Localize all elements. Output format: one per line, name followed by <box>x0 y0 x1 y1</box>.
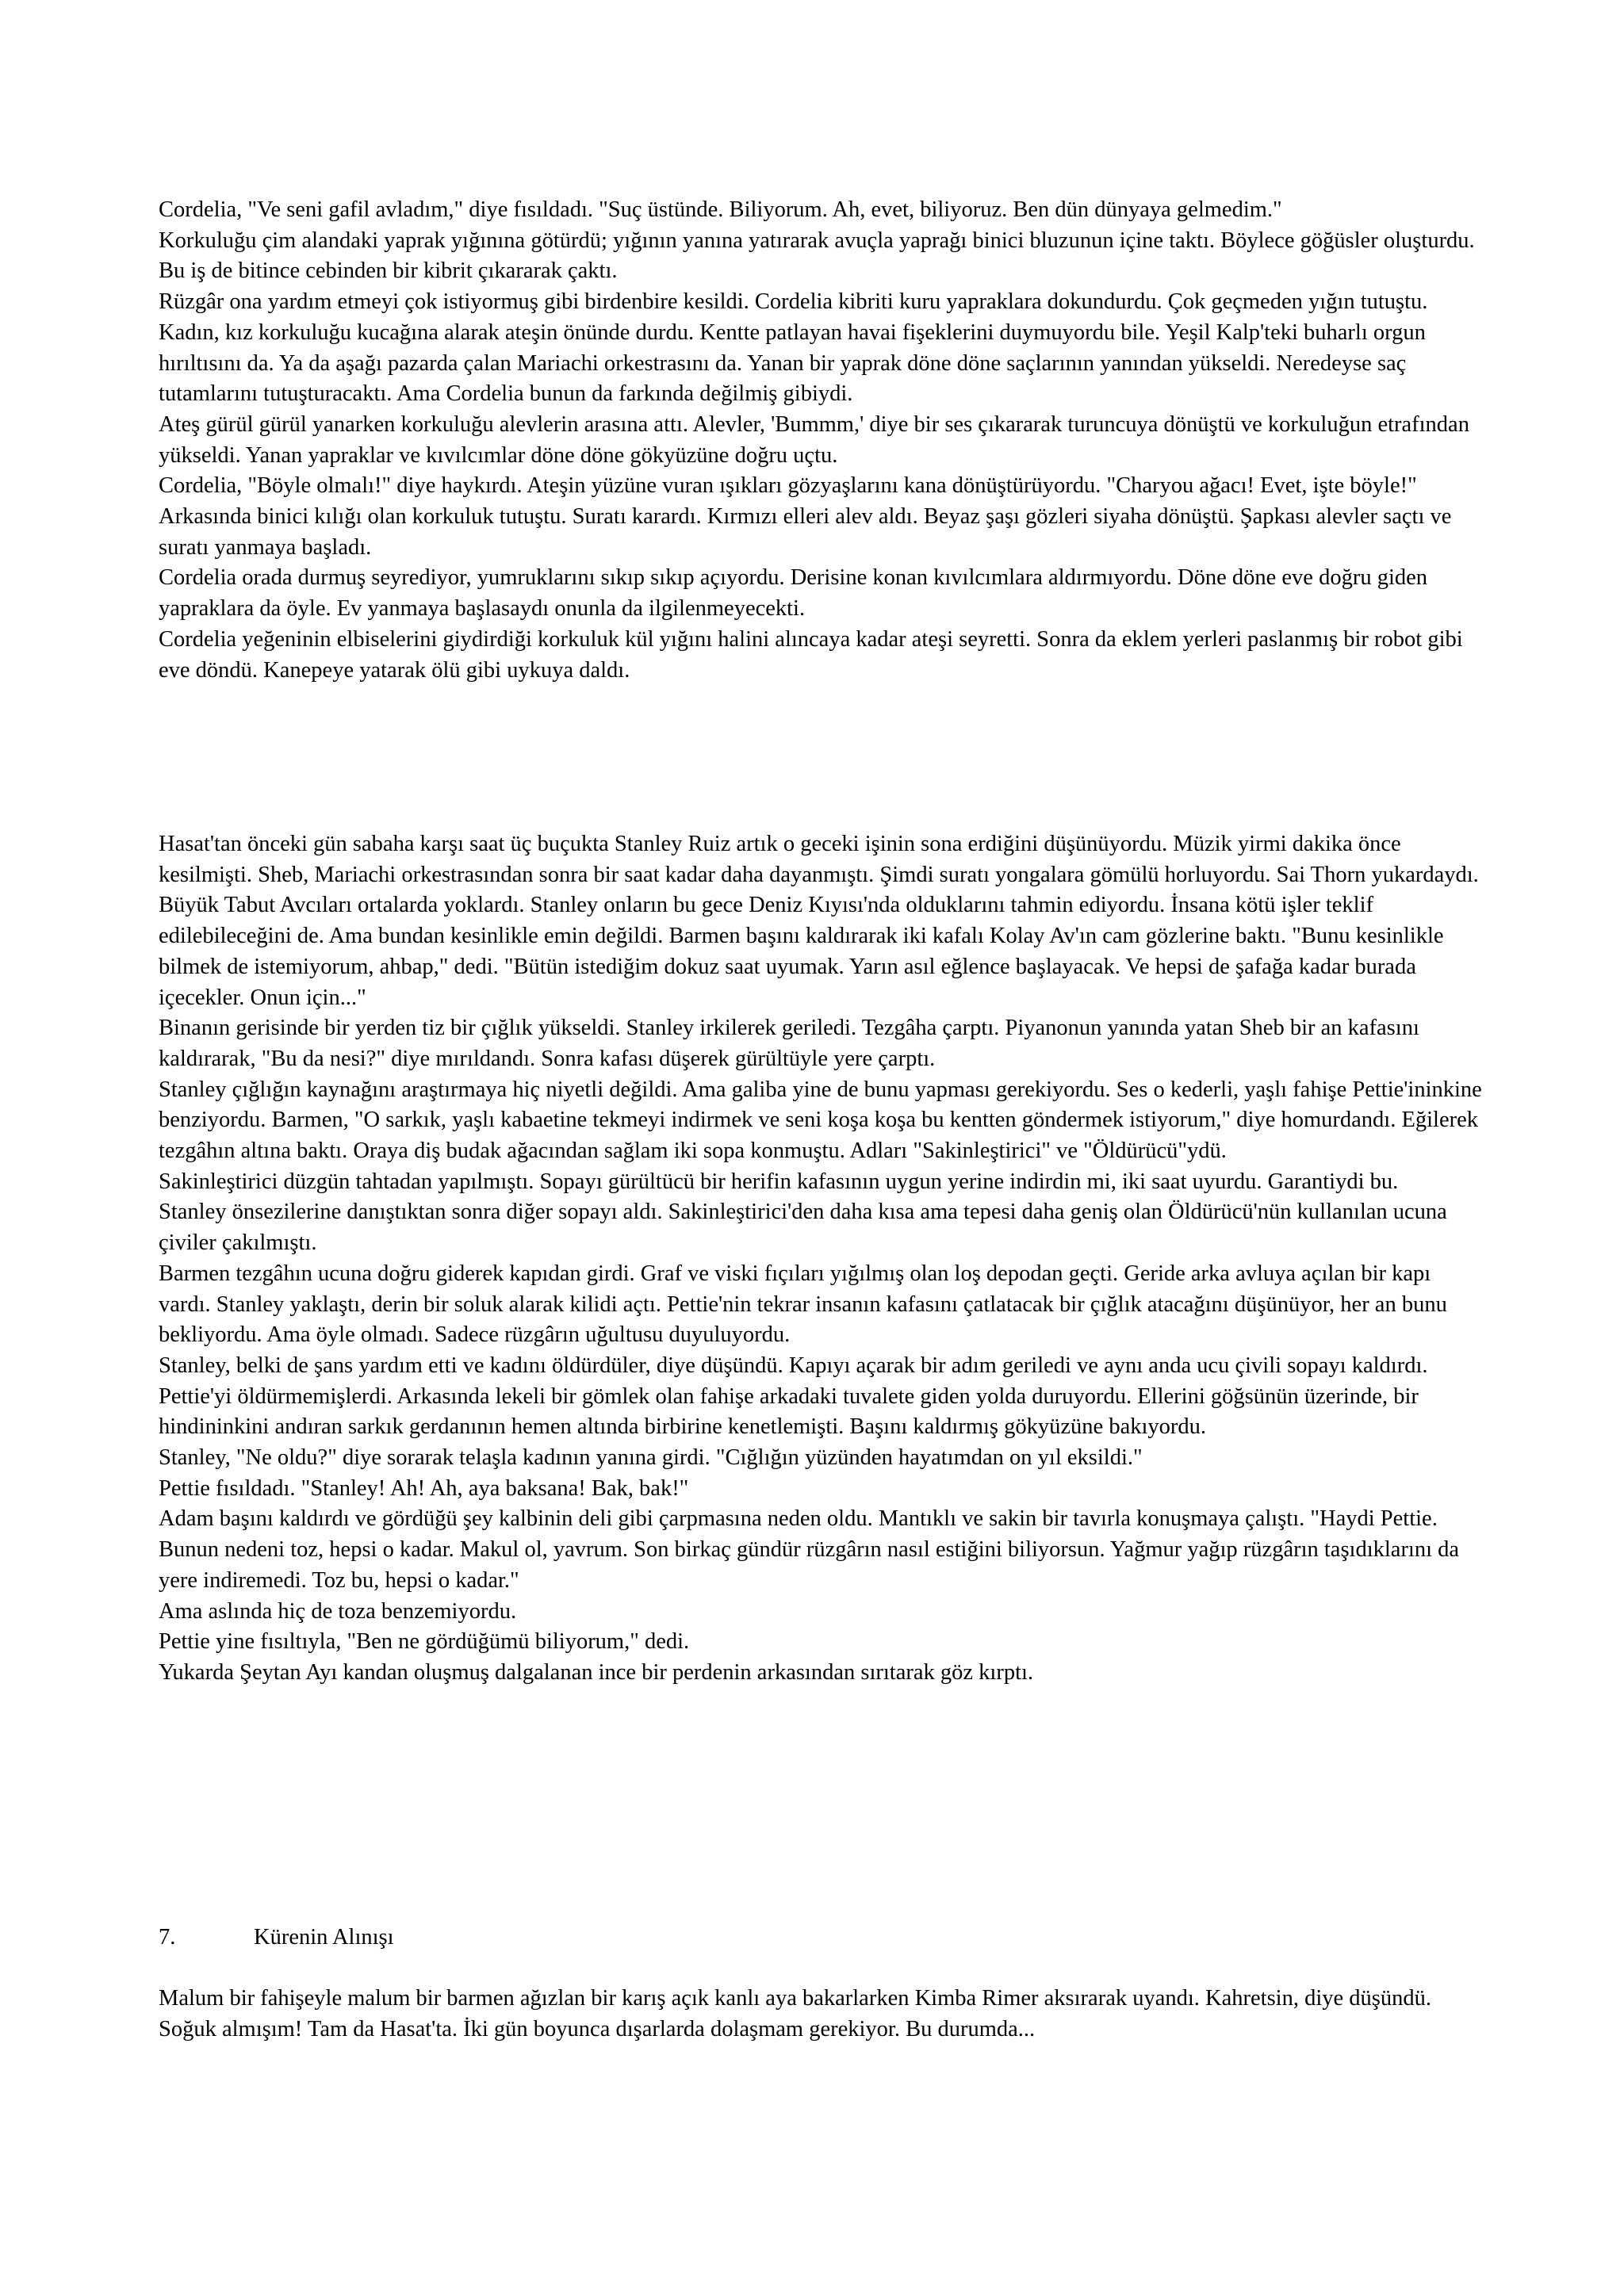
paragraph: Arkasında binici kılığı olan korkuluk tutuştu. Suratı karardı. Kırmızı elleri alev aldı. Beyaz şaşı gözleri siyaha dönüştü. Şapkası alevler saçtı ve suratı yanmaya başladı. <box>159 504 1452 560</box>
paragraph: Adam başını kaldırdı ve gördüğü şey kalbinin deli gibi çarpmasına neden oldu. Mantıklı ve sakin bir tavırla konuşmaya çalıştı. "Haydi Pettie. Bunun nedeni toz, hepsi o kadar. Makul ol, yavrum. Son birkaç gündür rüzgârın nasıl estiğini biliyorsun. Yağmur yağıp rüzgârın taşıdıklarını da yere indiremedi. Toz bu, hepsi o kadar." <box>159 1506 1460 1593</box>
paragraph: Ateş gürül gürül yanarken korkuluğu alevlerin arasına attı. Alevler, 'Bummm,' diye bir ses çıkararak turuncuya dönüştü ve korkuluğun etrafından yükseldi. Yanan yapraklar ve kıvılcımlar döne döne gökyüzüne doğru uçtu. <box>159 411 1469 468</box>
paragraph: Stanley çığlığın kaynağını araştırmaya hiç niyetli değildi. Ama galiba yine de bunu yapması gerekiyordu. Ses o kederli, yaşlı fahişe Pettie'ininkine benziyordu. Barmen, "O sarkık, yaşlı kabaetine tekmeyi indirmek ve seni koşa koşa bu kentten göndermek istiyorum," diye homurdandı. Eğilerek tezgâhın altına baktı. Oraya diş budak ağacından sağlam iki sopa konmuştu. Adları "Sakinleştirici" ve "Öldürücü"ydü. <box>159 1077 1482 1164</box>
paragraph: Rüzgâr ona yardım etmeyi çok istiyormuş gibi birdenbire kesildi. Cordelia kibriti kuru yapraklara dokundurdu. Çok geçmeden yığın tutuştu. Kadın, kız korkuluğu kucağına alarak ateşin önünde durdu. Kentte patlayan havai fişeklerini duymuyordu bile. Yeşil Kalp'teki buharlı orgun hırıltısını da. Ya da aşağı pazarda çalan Mariachi orkestrasını da. Yanan bir yaprak döne döne saçlarının yanından yükseldi. Neredeyse saç tutamlarını tutuşturacaktı. Ama Cordelia bunun da farkında değilmiş gibiydi. <box>159 289 1428 407</box>
paragraph: Ama aslında hiç de toza benzemiyordu. <box>159 1598 517 1624</box>
paragraph: Stanley, belki de şans yardım etti ve kadını öldürdüler, diye düşündü. Kapıyı açarak bir adım geriledi ve aynı anda ucu çivili sopayı kaldırdı. <box>159 1353 1428 1378</box>
text-block-2 <box>159 829 1483 1689</box>
paragraph: Stanley önsezilerine danıştıktan sonra diğer sopayı aldı. Sakinleştirici'den daha kısa ama tepesi daha geniş olan Öldürücü'nün kullanılan ucuna çiviler çakılmıştı. <box>159 1200 1447 1256</box>
chapter-title: Kürenin Alınışı <box>254 1925 394 1950</box>
paragraph: Korkuluğu çim alandaki yaprak yığınına götürdü; yığının yanına yatırarak avuçla yaprağı binici bluzunun içine taktı. Böylece göğüsler oluşturdu. Bu iş de bitince cebinden bir kibrit çıkararak çaktı. <box>159 228 1475 284</box>
paragraph: Stanley, "Ne oldu?" diye sorarak telaşla kadının yanına girdi. "Cığlığın yüzünden hayatımdan on yıl eksildi." <box>159 1445 1143 1471</box>
paragraph: Pettie yine fısıltıyla, "Ben ne gördüğümü biliyorum," dedi. <box>159 1629 690 1655</box>
paragraph: Pettie'yi öldürmemişlerdi. Arkasında lekeli bir gömlek olan fahişe arkadaki tuvalete giden yolda duruyordu. Ellerini göğsünün üzerinde, bir hindininkini andıran sarkık gerdanının hemen altında birbirine kenetlemişti. Başını kaldırmış gökyüzüne bakıyordu. <box>159 1383 1419 1440</box>
paragraph: Cordelia, "Ve seni gafil avladım," diye fısıldadı. "Suç üstünde. Biliyorum. Ah, evet, biliyoruz. Ben dün dünyaya gelmedim." <box>159 197 1282 222</box>
paragraph: Cordelia yeğeninin elbiselerini giydirdiği korkuluk kül yığını halini alıncaya kadar ateşi seyretti. Sonra da eklem yerleri paslanmış bir robot gibi eve döndü. Kanepeye yatarak ölü gibi uykuya daldı. <box>159 626 1463 683</box>
paragraph: Yukarda Şeytan Ayı kandan oluşmuş dalgalanan ince bir perdenin arkasından sırıtarak göz kırptı. <box>159 1659 1034 1685</box>
paragraph: Cordelia orada durmuş seyrediyor, yumruklarını sıkıp sıkıp açıyordu. Derisine konan kıvılcımlara aldırmıyordu. Döne döne eve doğru giden yapraklara da öyle. Ev yanmaya başlasaydı onunla da ilgilenmeyecekti. <box>159 565 1428 622</box>
paragraph: Barmen tezgâhın ucuna doğru giderek kapıdan girdi. Graf ve viski fıçıları yığılmış olan loş depodan geçti. Geride arka avluya açılan bir kapı vardı. Stanley yaklaştı, derin bir soluk alarak kilidi açtı. Pettie'nin tekrar insanın kafasını çatlatacak bir çığlık atacağını düşünüyor, her an bunu bekliyordu. Ama öyle olmadı. Sadece rüzgârın uğultusu duyuluyordu. <box>159 1261 1447 1348</box>
paragraph: Cordelia, "Böyle olmalı!" diye haykırdı. Ateşin yüzüne vuran ışıkları gözyaşlarını kana dönüştürüyordu. "Charyou ağacı! Evet, işte böyle!" <box>159 473 1417 499</box>
chapter-heading <box>159 1923 394 1954</box>
text-block-3 <box>159 1984 1483 2045</box>
paragraph: Sakinleştirici düzgün tahtadan yapılmıştı. Sopayı gürültücü bir herifin kafasının uygun yerine indirdin mi, iki saat uyurdu. Garantiydi bu. <box>159 1169 1399 1194</box>
paragraph: Pettie fısıldadı. "Stanley! Ah! Ah, aya baksana! Bak, bak!" <box>159 1475 689 1501</box>
paragraph: Hasat'tan önceki gün sabaha karşı saat üç buçukta Stanley Ruiz artık o geceki işinin sona erdiğini düşünüyordu. Müzik yirmi dakika önce kesilmişti. Sheb, Mariachi orkestrasından sonra bir saat kadar daha dayanmıştı. Şimdi suratı yongalara gömülü horluyordu. Sai Thorn yukardaydı. Büyük Tabut Avcıları ortalarda yoklardı. Stanley onların bu gece Deniz Kıyısı'nda olduklarını tahmin ediyordu. İnsana kötü işler teklif edilebileceğini de. Ama bundan kesinlikle emin değildi. Barmen başını kaldırarak iki kafalı Kolay Av'ın cam gözlerine baktı. "Bunu kesinlikle bilmek de istemiyorum, ahbap," dedi. "Bütün istediğim dokuz saat uyumak. Yarın asıl eğlence başlayacak. Ve hepsi de şafağa kadar burada içecekler. Onun için..." <box>159 832 1479 1010</box>
chapter-number: 7. <box>159 1925 176 1950</box>
text-block-1 <box>159 195 1483 686</box>
paragraph: Binanın gerisinde bir yerden tiz bir çığlık yükseldi. Stanley irkilerek geriledi. Tezgâha çarptı. Piyanonun yanında yatan Sheb bir an kafasını kaldırarak, "Bu da nesi?" diye mırıldandı. Sonra kafası düşerek gürültüyle yere çarptı. <box>159 1016 1419 1071</box>
paragraph: Malum bir fahişeyle malum bir barmen ağızlan bir karış açık kanlı aya bakarlarken Kimba Rimer aksırarak uyandı. Kahretsin, diye düşündü. Soğuk almışım! Tam da Hasat'ta. İki gün boyunca dışarlarda dolaşmam gerekiyor. Bu durumda... <box>159 1986 1431 2042</box>
